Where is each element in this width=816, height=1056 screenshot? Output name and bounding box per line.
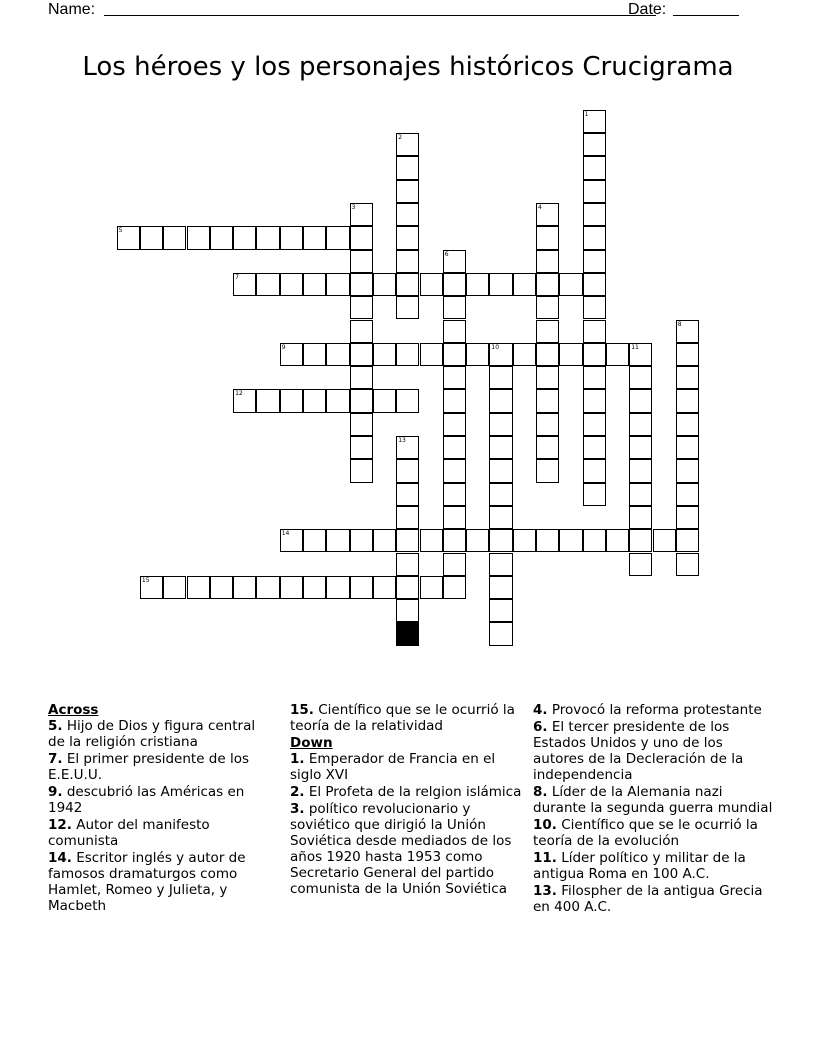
grid-cell[interactable] <box>536 459 559 482</box>
grid-cell[interactable] <box>536 296 559 319</box>
grid-cell[interactable] <box>280 576 303 599</box>
grid-cell[interactable] <box>676 320 699 343</box>
clue-item <box>533 850 773 882</box>
grid-cell[interactable] <box>350 296 373 319</box>
clue-item-number: 8. <box>533 784 548 800</box>
grid-cell[interactable] <box>536 320 559 343</box>
clue-item-number: 3. <box>290 801 305 817</box>
clue-item <box>48 718 276 750</box>
grid-cell[interactable] <box>629 459 652 482</box>
clue-item <box>48 850 276 914</box>
clue-number: 11 <box>631 343 639 351</box>
grid-cell[interactable] <box>536 389 559 412</box>
grid-cell[interactable] <box>233 273 256 296</box>
grid-cell[interactable] <box>443 576 466 599</box>
grid-cell[interactable] <box>676 483 699 506</box>
black-cell <box>396 622 419 645</box>
clue-number: 1 <box>584 110 589 118</box>
grid-cell[interactable] <box>443 459 466 482</box>
clue-number: 14 <box>281 530 290 538</box>
clue-item-number: 14. <box>48 850 72 866</box>
grid-cell[interactable] <box>350 459 373 482</box>
clue-item-number: 11. <box>533 850 557 866</box>
grid-cell[interactable] <box>606 529 629 552</box>
grid-cell[interactable] <box>350 203 373 226</box>
clues-column-3 <box>533 702 773 916</box>
grid-cell[interactable] <box>676 506 699 529</box>
grid-cell[interactable] <box>396 273 419 296</box>
clue-item-text: Científico que se le ocurrió la teoría de la evolución <box>533 817 758 849</box>
grid-cell[interactable] <box>420 273 443 296</box>
grid-cell[interactable] <box>536 366 559 389</box>
grid-cell[interactable] <box>303 389 326 412</box>
grid-cell[interactable] <box>489 389 512 412</box>
clue-item-number: 10. <box>533 817 557 833</box>
grid-cell[interactable] <box>350 389 373 412</box>
grid-cell[interactable] <box>396 343 419 366</box>
clue-item-text: Líder de la Alemania nazi durante la segunda guerra mundial <box>533 784 773 816</box>
clue-item <box>533 702 773 718</box>
grid-cell[interactable] <box>536 413 559 436</box>
grid-cell[interactable] <box>513 529 536 552</box>
clue-item-number: 9. <box>48 784 63 800</box>
clue-item-text: Líder político y militar de la antigua Roma en 100 A.C. <box>533 850 746 882</box>
clue-item <box>48 784 276 816</box>
grid-cell[interactable] <box>489 413 512 436</box>
grid-cell[interactable] <box>676 436 699 459</box>
clue-item <box>290 751 525 783</box>
grid-cell[interactable] <box>583 250 606 273</box>
grid-cell[interactable] <box>396 529 419 552</box>
grid-cell[interactable] <box>443 506 466 529</box>
clue-item <box>533 719 773 783</box>
clue-item-number: 13. <box>533 883 557 899</box>
clue-item-text: El Profeta de la relgion islámica <box>304 784 522 800</box>
grid-cell[interactable] <box>443 320 466 343</box>
clue-number: 12 <box>235 390 243 398</box>
grid-cell[interactable] <box>629 343 652 366</box>
grid-cell[interactable] <box>676 366 699 389</box>
clue-number: 2 <box>398 134 403 142</box>
grid-cell[interactable] <box>256 576 279 599</box>
grid-cell[interactable] <box>396 459 419 482</box>
grid-cell[interactable] <box>210 226 233 249</box>
clues-column-1 <box>48 702 276 915</box>
grid-cell[interactable] <box>443 296 466 319</box>
grid-cell[interactable] <box>489 366 512 389</box>
grid-cell[interactable] <box>187 226 210 249</box>
grid-cell[interactable] <box>559 273 582 296</box>
grid-cell[interactable] <box>350 250 373 273</box>
grid-cell[interactable] <box>489 436 512 459</box>
grid-cell[interactable] <box>559 529 582 552</box>
grid-cell[interactable] <box>163 576 186 599</box>
grid-cell[interactable] <box>140 226 163 249</box>
grid-cell[interactable] <box>583 296 606 319</box>
clues-column-2 <box>290 702 525 898</box>
grid-cell[interactable] <box>583 483 606 506</box>
grid-cell[interactable] <box>583 366 606 389</box>
grid-cell[interactable] <box>653 529 676 552</box>
grid-cell[interactable] <box>583 413 606 436</box>
grid-cell[interactable] <box>606 343 629 366</box>
grid-cell[interactable] <box>396 576 419 599</box>
grid-cell[interactable] <box>443 436 466 459</box>
grid-cell[interactable] <box>629 553 652 576</box>
clue-number: 10 <box>491 343 500 351</box>
grid-cell[interactable] <box>396 203 419 226</box>
clue-number: 6 <box>444 250 449 258</box>
grid-cell[interactable] <box>676 553 699 576</box>
grid-cell[interactable] <box>303 529 326 552</box>
clue-item-number: 2. <box>290 784 305 800</box>
grid-cell[interactable] <box>583 320 606 343</box>
grid-cell[interactable] <box>629 483 652 506</box>
grid-cell[interactable] <box>210 576 233 599</box>
grid-cell[interactable] <box>326 343 349 366</box>
grid-cell[interactable] <box>233 226 256 249</box>
grid-cell[interactable] <box>676 529 699 552</box>
clue-item-number: 1. <box>290 751 305 767</box>
grid-cell[interactable] <box>350 413 373 436</box>
grid-cell[interactable] <box>140 576 163 599</box>
grid-cell[interactable] <box>396 506 419 529</box>
grid-cell[interactable] <box>629 389 652 412</box>
grid-cell[interactable] <box>583 133 606 156</box>
clue-item-number: 7. <box>48 751 63 767</box>
grid-cell[interactable] <box>256 389 279 412</box>
grid-cell[interactable] <box>583 180 606 203</box>
clue-item-text: El tercer presidente de los Estados Unidos y uno de los autores de la Decleración de la independencia <box>533 719 744 783</box>
grid-cell[interactable] <box>443 553 466 576</box>
grid-cell[interactable] <box>629 506 652 529</box>
grid-cell[interactable] <box>489 622 512 645</box>
grid-cell[interactable] <box>513 273 536 296</box>
clue-item-text: Escritor inglés y autor de famosos dramaturgos como Hamlet, Romeo y Julieta, y Macbeth <box>48 850 246 914</box>
grid-cell[interactable] <box>233 389 256 412</box>
grid-cell[interactable] <box>420 529 443 552</box>
grid-cell[interactable] <box>489 576 512 599</box>
grid-cell[interactable] <box>350 436 373 459</box>
grid-cell[interactable] <box>350 226 373 249</box>
grid-cell[interactable] <box>466 343 489 366</box>
grid-cell[interactable] <box>536 529 559 552</box>
down-clue-list-continued <box>533 702 773 915</box>
grid-cell[interactable] <box>187 576 210 599</box>
grid-cell[interactable] <box>489 459 512 482</box>
grid-cell[interactable] <box>303 576 326 599</box>
grid-cell[interactable] <box>583 110 606 133</box>
clue-number: 9 <box>281 343 286 351</box>
grid-cell[interactable] <box>489 483 512 506</box>
clue-number: 4 <box>538 204 542 211</box>
clue-item-text: Autor del manifesto comunista <box>48 817 210 849</box>
down-heading: Down <box>290 735 333 751</box>
grid-cell[interactable] <box>326 273 349 296</box>
grid-cell[interactable] <box>350 576 373 599</box>
grid-cell[interactable] <box>489 273 512 296</box>
grid-cell[interactable] <box>373 273 396 296</box>
clue-item-number: 12. <box>48 817 72 833</box>
grid-cell[interactable] <box>303 343 326 366</box>
clue-item-number: 4. <box>533 702 548 718</box>
grid-cell[interactable] <box>443 366 466 389</box>
grid-cell[interactable] <box>396 483 419 506</box>
grid-cell[interactable] <box>117 226 140 249</box>
clue-number: 3 <box>351 204 356 211</box>
grid-cell[interactable] <box>489 506 512 529</box>
grid-cell[interactable] <box>280 226 303 249</box>
clue-item-text: Filospher de la antigua Grecia en 400 A.C. <box>533 883 763 915</box>
clue-number: 7 <box>235 273 239 281</box>
clue-number: 15 <box>141 576 150 584</box>
clue-item-number: 5. <box>48 718 63 734</box>
grid-cell[interactable] <box>420 576 443 599</box>
grid-cell[interactable] <box>536 250 559 273</box>
grid-cell[interactable] <box>536 343 559 366</box>
clue-item <box>48 817 276 849</box>
grid-cell[interactable] <box>513 343 536 366</box>
across-clue-list <box>48 718 276 914</box>
grid-cell[interactable] <box>373 529 396 552</box>
grid-cell[interactable] <box>583 343 606 366</box>
grid-cell[interactable] <box>583 273 606 296</box>
grid-cell[interactable] <box>350 343 373 366</box>
grid-cell[interactable] <box>583 529 606 552</box>
clue-item <box>533 883 773 915</box>
grid-cell[interactable] <box>396 553 419 576</box>
clue-number: 13 <box>398 437 406 444</box>
grid-cell[interactable] <box>280 343 303 366</box>
grid-cell[interactable] <box>583 156 606 179</box>
grid-cell[interactable] <box>396 156 419 179</box>
grid-cell[interactable] <box>443 413 466 436</box>
clue-item <box>290 784 525 800</box>
grid-cell[interactable] <box>256 226 279 249</box>
grid-cell[interactable] <box>396 180 419 203</box>
grid-cell[interactable] <box>396 599 419 622</box>
clue-number: 8 <box>677 320 682 328</box>
grid-cell[interactable] <box>536 226 559 249</box>
grid-cell[interactable] <box>583 389 606 412</box>
grid-cell[interactable] <box>583 459 606 482</box>
grid-cell[interactable] <box>396 436 419 459</box>
grid-cell[interactable] <box>326 529 349 552</box>
grid-cell[interactable] <box>350 273 373 296</box>
clue-item <box>290 702 525 734</box>
grid-cell[interactable] <box>676 389 699 412</box>
grid-cell[interactable] <box>420 343 443 366</box>
grid-cell[interactable] <box>536 203 559 226</box>
grid-cell[interactable] <box>443 343 466 366</box>
grid-cell[interactable] <box>326 389 349 412</box>
grid-cell[interactable] <box>466 273 489 296</box>
grid-cell[interactable] <box>629 366 652 389</box>
clue-item-text: Emperador de Francia en el siglo XVI <box>290 751 496 783</box>
grid-cell[interactable] <box>489 343 512 366</box>
grid-cell[interactable] <box>676 413 699 436</box>
clue-item-text: político revolucionario y soviético que dirigió la Unión Soviética desde mediados de los años 1920 hasta 1953 como Secretario General del partido comunista de la Unión Soviética <box>290 801 512 897</box>
clue-number: 5 <box>118 227 123 235</box>
clue-item-text: descubrió las Américas en 1942 <box>48 784 245 816</box>
grid-cell[interactable] <box>583 203 606 226</box>
grid-cell[interactable] <box>303 273 326 296</box>
grid-cell[interactable] <box>629 413 652 436</box>
grid-cell[interactable] <box>396 226 419 249</box>
grid-cell[interactable] <box>396 133 419 156</box>
grid-cell[interactable] <box>350 320 373 343</box>
grid-cell[interactable] <box>350 366 373 389</box>
grid-cell[interactable] <box>583 436 606 459</box>
across-clue-list-continued <box>290 702 525 734</box>
grid-cell[interactable] <box>559 343 582 366</box>
grid-cell[interactable] <box>629 436 652 459</box>
grid-cell[interactable] <box>676 459 699 482</box>
grid-cell[interactable] <box>489 553 512 576</box>
grid-cell[interactable] <box>676 343 699 366</box>
grid-cell[interactable] <box>373 389 396 412</box>
clue-item-text: Provocó la reforma protestante <box>547 702 762 718</box>
grid-cell[interactable] <box>489 599 512 622</box>
clue-item-text: Hijo de Dios y figura central de la religión cristiana <box>48 718 256 750</box>
grid-cell[interactable] <box>373 343 396 366</box>
grid-cell[interactable] <box>489 529 512 552</box>
grid-cell[interactable] <box>326 576 349 599</box>
grid-cell[interactable] <box>443 529 466 552</box>
grid-cell[interactable] <box>583 226 606 249</box>
grid-cell[interactable] <box>629 529 652 552</box>
grid-cell[interactable] <box>280 273 303 296</box>
across-heading: Across <box>48 702 99 718</box>
grid-cell[interactable] <box>396 250 419 273</box>
clue-item <box>290 801 525 897</box>
clue-item-text: Científico que se le ocurrió la teoría de la relatividad <box>290 702 515 734</box>
page-title: Los héroes y los personajes históricos Crucigrama <box>82 52 734 82</box>
grid-cell[interactable] <box>326 226 349 249</box>
clue-item-number: 15. <box>290 702 314 718</box>
grid-cell[interactable] <box>280 529 303 552</box>
grid-cell[interactable] <box>443 250 466 273</box>
grid-cell[interactable] <box>256 273 279 296</box>
grid-cell[interactable] <box>280 389 303 412</box>
clue-item <box>48 751 276 783</box>
grid-cell[interactable] <box>350 529 373 552</box>
date-label: Date: <box>628 1 667 18</box>
grid-cell[interactable] <box>303 226 326 249</box>
down-clue-list <box>290 751 525 897</box>
grid-cell[interactable] <box>233 576 256 599</box>
grid-cell[interactable] <box>536 436 559 459</box>
grid-cell[interactable] <box>373 576 396 599</box>
clue-item <box>533 817 773 849</box>
grid-cell[interactable] <box>443 483 466 506</box>
clue-item-number: 6. <box>533 719 548 735</box>
grid-cell[interactable] <box>396 296 419 319</box>
clue-item-text: El primer presidente de los E.E.U.U. <box>48 751 250 783</box>
grid-cell[interactable] <box>536 273 559 296</box>
grid-cell[interactable] <box>163 226 186 249</box>
grid-cell[interactable] <box>466 529 489 552</box>
grid-cell[interactable] <box>396 389 419 412</box>
clue-item <box>533 784 773 816</box>
grid-cell[interactable] <box>443 389 466 412</box>
name-label: Name: <box>48 1 96 18</box>
grid-cell[interactable] <box>443 273 466 296</box>
